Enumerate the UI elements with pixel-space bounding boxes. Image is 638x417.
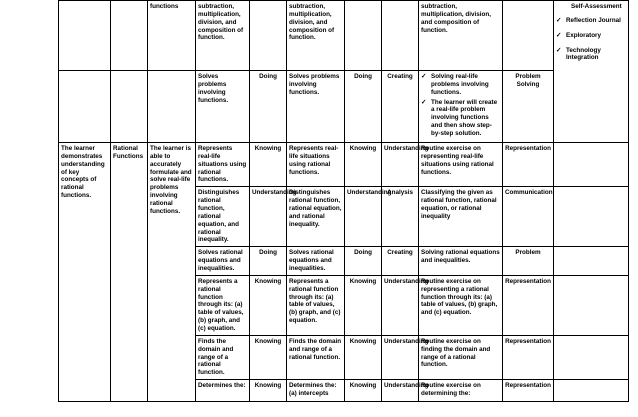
checklist-item	[421, 99, 500, 138]
cell-text: Routine exercise on finding the domain and range of a rational function.	[419, 335, 503, 379]
cell-empty	[250, 1, 287, 71]
cell-text: Classifying the given as rational function, rational equation, or rational inequality	[419, 187, 503, 247]
checklist-item	[556, 32, 626, 40]
cell-text: Knowing	[345, 335, 382, 379]
cell-text: Representation	[503, 143, 554, 187]
cell-text: Understanding	[250, 187, 287, 247]
check-mark-icon: ✓	[556, 31, 562, 39]
cell-text: Represents a rational function through its: (a) table of values, (b) graph, and (c) equation.	[196, 275, 250, 335]
cell-empty	[554, 187, 629, 247]
cell-text: Knowing	[250, 275, 287, 335]
cell-text: Represents real-life situations using rational functions.	[196, 143, 250, 187]
cell-text: Knowing	[250, 380, 287, 402]
cell-text: Creating	[382, 247, 419, 276]
cell-text: Representation	[503, 335, 554, 379]
cell-text: Analysis	[382, 187, 419, 247]
cell-text: Routine exercise on representing a rational function through its: (a) table of values, (b) graph, and (c) equation.	[419, 275, 503, 335]
cell-text: subtraction, multiplication, division, and composition of function.	[287, 1, 345, 71]
cell-text: Creating	[382, 71, 419, 143]
cell-text: Solves rational equations and inequalities.	[287, 247, 345, 276]
cell-text: subtraction, multiplication, division, and composition of function.	[196, 1, 250, 71]
cell-text: Finds the domain and range of a rational function.	[196, 335, 250, 379]
check-mark-icon: ✓	[421, 98, 427, 106]
cell-text: Understanding	[382, 335, 419, 379]
cell-text: Solves problems involving functions.	[287, 71, 345, 143]
cell-text: Routine exercise on representing real-life situations using rational functions.	[419, 143, 503, 187]
cell-text: Finds the domain and range of a rational function.	[287, 335, 345, 379]
cell-text: Solves problems involving functions.	[196, 71, 250, 143]
cell-text: Routine exercise on determining the:	[419, 380, 503, 402]
checklist-text: The learner will create a real-life problem involving functions and then show step-by-step solution.	[431, 98, 498, 138]
cell-text: Doing	[345, 247, 382, 276]
table-row	[59, 1, 629, 71]
cell-empty	[345, 1, 382, 71]
self-assessment-cell	[554, 1, 629, 143]
cell-text: Knowing	[345, 143, 382, 187]
self-assessment-item: Exploratory	[566, 31, 601, 39]
check-mark-icon: ✓	[556, 46, 562, 54]
cell-text: Distinguishes rational function, rational equation, and rational inequality.	[287, 187, 345, 247]
cell-text: Knowing	[345, 380, 382, 402]
cell-empty	[554, 247, 629, 276]
cell-text: Problem Solving	[503, 71, 554, 143]
cell-text: Communication	[503, 187, 554, 247]
cell-text: Knowing	[250, 143, 287, 187]
table-row	[59, 71, 629, 143]
cell-text: functions	[148, 1, 196, 71]
check-mark-icon: ✓	[421, 73, 427, 80]
cell-text: Determines the: (a) intercepts	[287, 380, 345, 402]
cell-empty	[554, 335, 629, 379]
cell-empty	[59, 1, 111, 71]
cell-empty	[503, 1, 554, 71]
cell-text: Represents real-life situations using rational functions.	[287, 143, 345, 187]
curriculum-map-table	[58, 0, 629, 402]
cell-empty	[111, 1, 148, 71]
curriculum-table-page	[58, 0, 628, 410]
cell-text: The learner demonstrates understanding of key concepts of rational functions.	[59, 143, 111, 402]
checklist-item	[556, 47, 626, 63]
cell-text: Knowing	[345, 275, 382, 335]
cell-text: Problem	[503, 247, 554, 276]
checklist-cell	[419, 71, 503, 143]
cell-text: Doing	[250, 247, 287, 276]
cell-empty	[59, 71, 111, 143]
cell-empty	[554, 380, 629, 402]
checklist-item	[421, 73, 500, 97]
check-mark-icon: ✓	[556, 16, 562, 24]
cell-text: Understanding	[382, 380, 419, 402]
self-assessment-heading: Self-Assessment	[571, 3, 622, 10]
cell-text: Understanding	[382, 275, 419, 335]
cell-empty	[382, 1, 419, 71]
self-assessment-item: Reflection Journal	[566, 16, 621, 24]
cell-text: Determines the:	[196, 380, 250, 402]
cell-text: Represents a rational function through its: (a) table of values, (b) graph, and (c) equation.	[287, 275, 345, 335]
cell-text: Solves rational equations and inequalities.	[196, 247, 250, 276]
cell-empty	[554, 275, 629, 335]
cell-text: Representation	[503, 380, 554, 402]
cell-text: Representation	[503, 275, 554, 335]
checklist-item	[556, 17, 626, 25]
cell-text: Understanding	[345, 187, 382, 247]
cell-text: Doing	[345, 71, 382, 143]
cell-empty	[554, 143, 629, 187]
cell-text: The learner is able to accurately formulate and solve real-life problems involving rational functions.	[148, 143, 196, 402]
cell-empty	[148, 71, 196, 143]
cell-text: subtraction, multiplication, division, and composition of function.	[419, 1, 503, 71]
cell-text: Understanding	[382, 143, 419, 187]
cell-empty	[111, 71, 148, 143]
cell-text: Solving rational equations and inequalities.	[419, 247, 503, 276]
cell-text: Rational Functions	[111, 143, 148, 402]
cell-text: Knowing	[250, 335, 287, 379]
cell-text: Doing	[250, 71, 287, 143]
cell-text: Distinguishes rational function, rational equation, and rational inequality.	[196, 187, 250, 247]
table-row	[59, 143, 629, 187]
checklist-text: Solving real-life problems involving functions.	[431, 73, 489, 96]
self-assessment-item: Technology Integration	[566, 46, 601, 62]
